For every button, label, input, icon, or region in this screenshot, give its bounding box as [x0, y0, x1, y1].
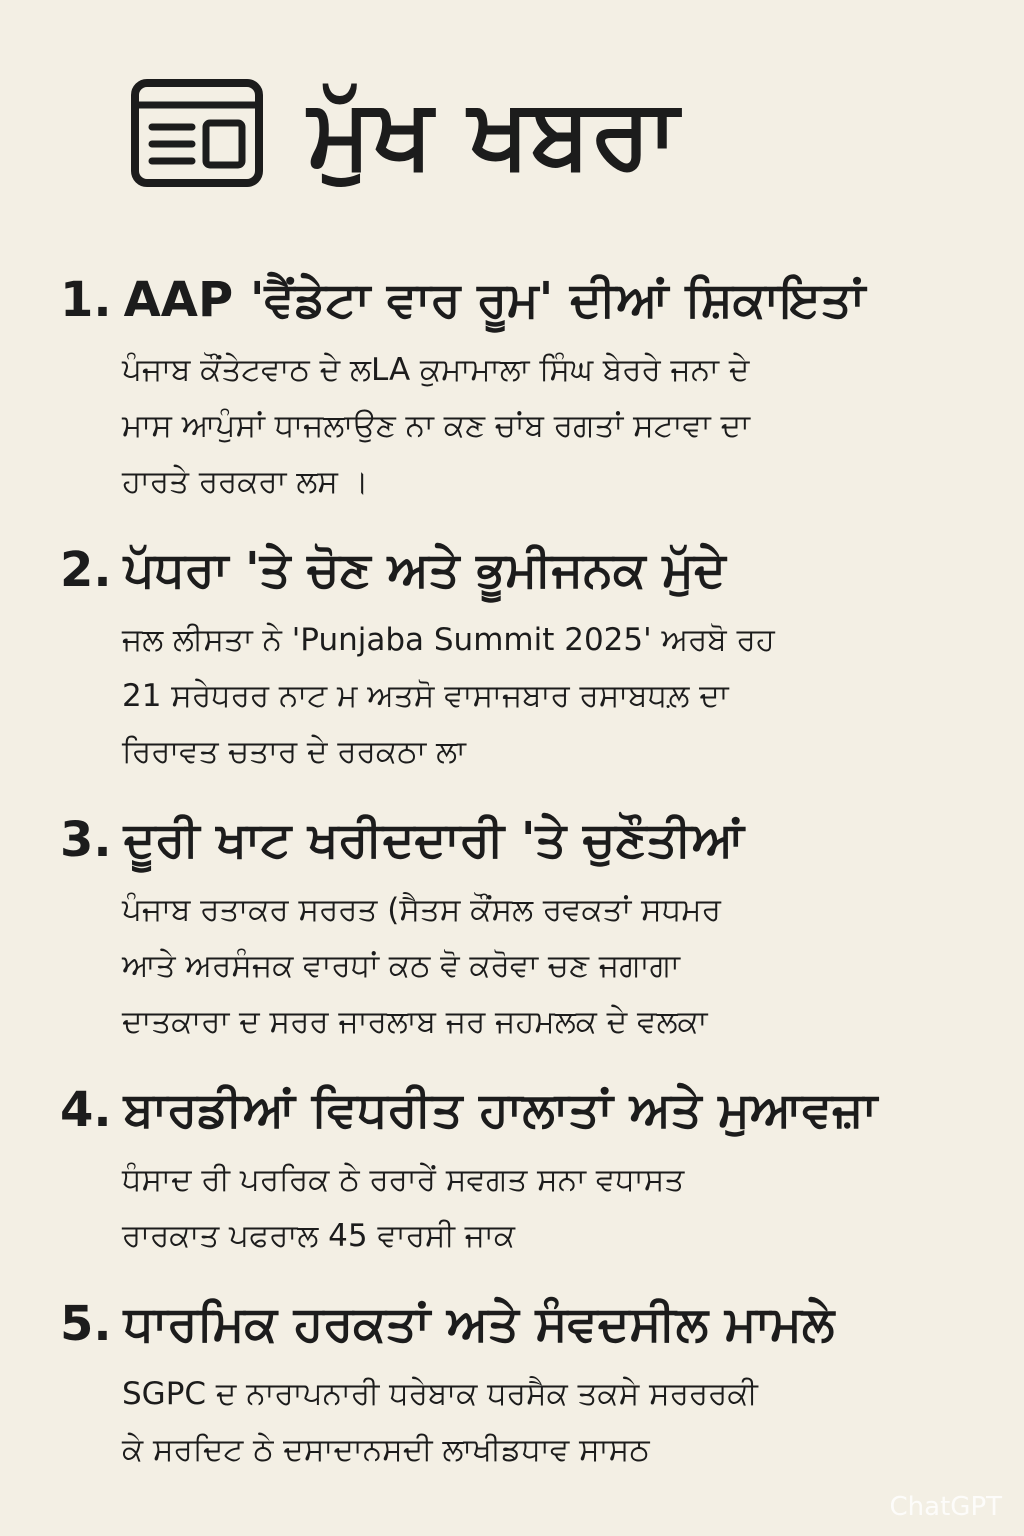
item-number: 5. [60, 1296, 112, 1352]
summary-line: ਜਲ ਲੀਸਤਾ ਨੇ 'Punjaba Summit 2025' ਅਰਬੋ ਰਹ [122, 622, 775, 658]
summary-line: ਮਾਸ ਆਪੁੰਸਾਂ ਧਾਜਲਾਉਣ ਨਾ ਕਣ ਚਾਂਬ ਰਗਤਾਂ ਸਟਾਵਾ ਦਾ [122, 408, 750, 444]
news-item-3 [60, 802, 990, 1050]
headline-text: AAP 'ਵੈਂਡੇਟਾ ਵਾਰ ਰੂਮ' ਦੀਆਂ ਸ਼ਿਕਾਇਤਾਂ [123, 272, 866, 328]
news-headline[interactable] [60, 532, 990, 608]
summary-line: ਰਿਰਾਵਤ ਚਤਾਰ ਦੇ ਰਰਕਠਾ ਲਾ [122, 734, 466, 770]
item-number: 4. [60, 1082, 112, 1138]
news-headline[interactable] [60, 802, 990, 878]
header [130, 78, 679, 188]
news-list [60, 262, 990, 1500]
news-headline[interactable] [60, 1072, 990, 1148]
item-number: 3. [60, 812, 112, 868]
headline-text: ਬਾਰਡੀਆਂ ਵਿਧਰੀਤ ਹਾਲਾਤਾਂ ਅਤੇ ਮੁਆਵਜ਼ਾ [123, 1082, 878, 1138]
news-item-2 [60, 532, 990, 780]
summary-line: ਪੰਜਾਬ ਰਤਾਕਰ ਸਰਰਤ (ਸੈਤਸ ਕੌਂਸਲ ਰਵਕਤਾਂ ਸਧਮਰ [122, 892, 721, 928]
summary-line: ਹਾਰਤੇ ਰਰਕਰਾ ਲਸ । [122, 464, 369, 500]
headline-text: ਧਾਰਮਿਕ ਹਰਕਤਾਂ ਅਤੇ ਸੰਵਦਸੀਲ ਮਾਮਲੇ [123, 1296, 835, 1352]
summary-line: ਆਤੇ ਅਰਸੰਜਕ ਵਾਰਧਾਂ ਕਠ ਵੋ ਕਰੋਵਾ ਚਣ ਜਗਾਗਾ [122, 948, 681, 984]
news-summary [60, 882, 962, 1050]
headline-text: ਦੂਰੀ ਖਾਟ ਖਰੀਦਦਾਰੀ 'ਤੇ ਚੁਣੌਤੀਆਂ [123, 812, 745, 868]
summary-line: ਧੰਸਾਦ ਰੀ ਪਰਰਿਕ ਠੇ ਰਰਾਰੇਂ ਸਵਗਤ ਸਨਾ ਵਧਾਸਤ [122, 1162, 685, 1198]
summary-line: 21 ਸਰੇਧਰਰ ਨਾਟ ਮ ਅਤਸੋ ਵਾਸਾਜਬਾਰ ਰਸਾਬਧਲ਼ ਦਾ [122, 678, 729, 714]
item-number: 2. [60, 542, 112, 598]
summary-line: ਦਾਤਕਾਰਾ ਦ ਸਰਰ ਜਾਰਲਾਬ ਜਰ ਜਹਮਲਕ ਦੇ ਵਲਕਾ [122, 1004, 708, 1040]
news-summary [60, 1366, 962, 1478]
news-item-1 [60, 262, 990, 510]
page-title: ਮੁੱਖ ਖਬਰਾ [308, 77, 680, 189]
summary-line: SGPC ਦ ਨਾਰਾਪਨਾਰੀ ਧਰੇਬਾਕ ਧਰਸੈਕ ਤਕਸੇ ਸਰਰਰਕੀ [122, 1376, 758, 1412]
headline-text: ਪੱਧਰਾ 'ਤੇ ਚੋਣ ਅਤੇ ਭੂਮੀਜਨਕ ਮੁੱਦੇ [123, 542, 726, 598]
news-item-4 [60, 1072, 990, 1264]
news-summary [60, 612, 962, 780]
news-headline[interactable] [60, 1286, 990, 1362]
news-item-5 [60, 1286, 990, 1478]
news-summary [60, 342, 962, 510]
summary-line: ਪੰਜਾਬ ਕੌਂਤੇਟਵਾਠ ਦੇ ਲLA ਕੁਮਾਮਾਲਾ ਸਿੰਘ ਬੇਰਰੇ ਜਨਾ ਦੇ [122, 352, 750, 388]
news-headline[interactable] [60, 262, 990, 338]
item-number: 1. [60, 272, 112, 328]
newspaper-icon [130, 78, 264, 188]
watermark: ChatGPT [889, 1492, 1002, 1522]
summary-line: ਰਾਰਕਾਤ ਪਫਰਾਲ 45 ਵਾਰਸੀ ਜਾਕ [122, 1218, 516, 1254]
news-summary [60, 1152, 962, 1264]
summary-line: ਕੇ ਸਰਦਿਟ ਠੇ ਦਸਾਦਾਨਸਦੀ ਲਾਖੀਡਧਾਵ ਸਾਸਠ [122, 1432, 650, 1468]
